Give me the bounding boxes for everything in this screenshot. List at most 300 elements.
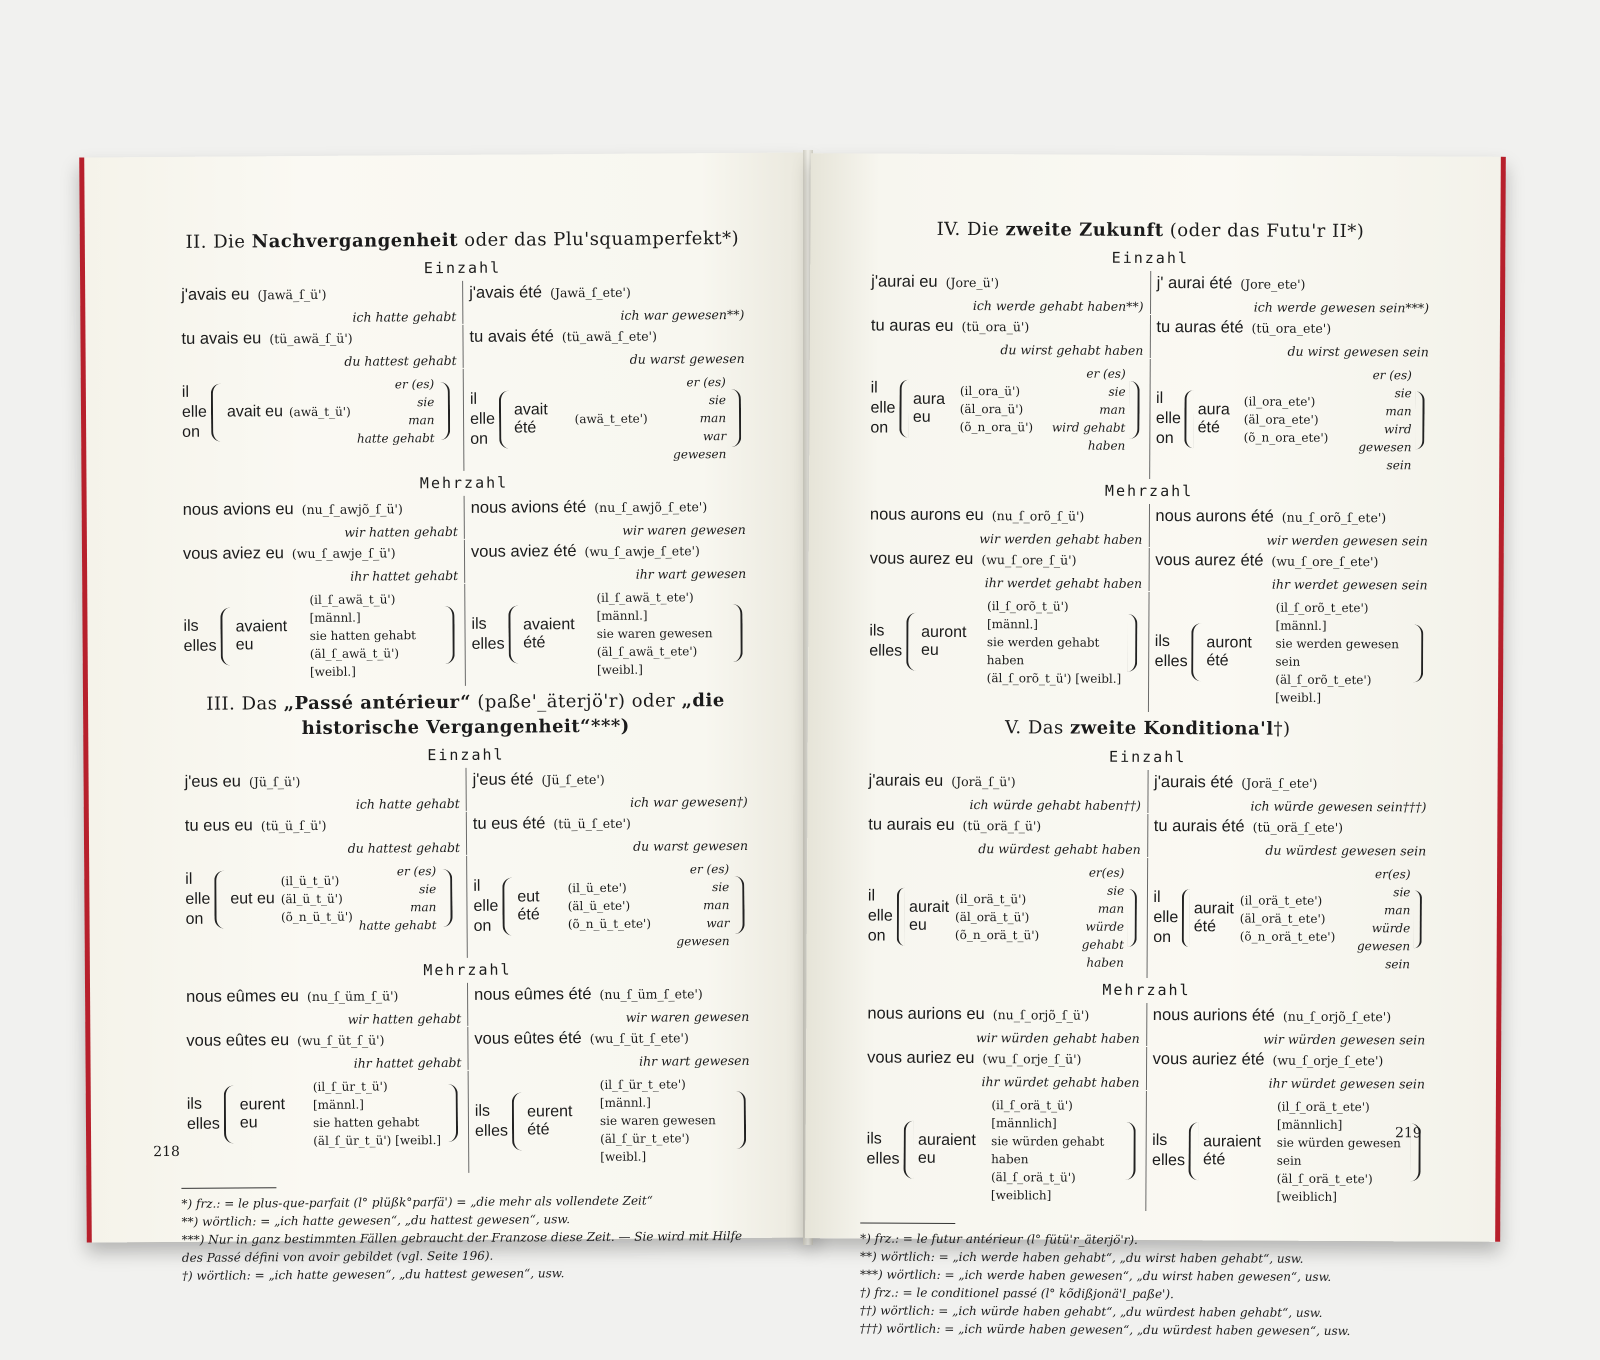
title-part: (paße'_äterjö'r) oder bbox=[471, 690, 682, 714]
german-translation: ihr hattet gehabt bbox=[350, 568, 459, 584]
brace-left bbox=[211, 384, 223, 442]
pronoun: elle bbox=[1155, 410, 1181, 428]
pronoun: elles bbox=[183, 637, 217, 656]
pronoun: on bbox=[870, 419, 889, 437]
conjugation-line bbox=[867, 1047, 1140, 1068]
conjugation-row bbox=[175, 279, 750, 327]
conjugation-column bbox=[462, 279, 750, 324]
pronoun-group bbox=[868, 862, 1141, 971]
german-translation: ihr werdet gewesen sein bbox=[1271, 576, 1428, 593]
pronunciation-line: (il_ü_ete') bbox=[567, 880, 627, 896]
pronunciation-line: (äl_ſ_orä_t_ete') [weiblich] bbox=[1276, 1171, 1373, 1204]
pronunciation: (nu_ſ_orjõ_ſ_ete') bbox=[1282, 1008, 1392, 1024]
conjugation-line bbox=[871, 272, 1144, 293]
pronoun: ils bbox=[183, 618, 199, 636]
german-line: man bbox=[699, 411, 727, 426]
french-form: j' aurai été bbox=[1156, 274, 1233, 293]
german-line: wird gewesen sein bbox=[1358, 422, 1412, 473]
pronunciation-lines bbox=[309, 590, 439, 681]
title-part: „die historische Vergangenheit“***) bbox=[301, 690, 725, 739]
conjugation-line bbox=[1157, 273, 1430, 294]
pronunciation: (tü_awä_ſ_ü') bbox=[269, 330, 353, 347]
einzahl-heading: Einzahl bbox=[1111, 249, 1189, 268]
brace-left bbox=[214, 870, 226, 928]
pronunciation-line: sie werden gewesen sein bbox=[1275, 636, 1400, 670]
german-line: er (es) bbox=[394, 377, 435, 392]
pronunciation: (tü_ora_ü') bbox=[961, 319, 1030, 335]
left-page bbox=[79, 152, 817, 1283]
pronunciation: (nu_ſ_üm_ſ_ü') bbox=[306, 988, 399, 1004]
title-part: V. Das bbox=[1005, 717, 1071, 739]
pronunciation-line: (äl_ſ_awä_t_ete') [weibl.] bbox=[596, 644, 698, 678]
footnote: ***) wörtlich: = „ich werde haben gewesen“, „du wirst haben gewesen“, usw. bbox=[859, 1267, 1332, 1284]
conjugation-column bbox=[180, 1027, 467, 1072]
german-line: man bbox=[1384, 902, 1411, 917]
pronoun: ils bbox=[1154, 633, 1170, 651]
conjugation-column bbox=[862, 768, 1147, 812]
conjugation-line bbox=[474, 983, 749, 1005]
conjugation-column bbox=[175, 325, 462, 370]
german-line: würde gehabt haben bbox=[1081, 919, 1125, 970]
pronoun: elle bbox=[1153, 908, 1179, 926]
pronunciation-lines bbox=[987, 597, 1124, 688]
pronunciation-line: (il_ſ_orä_t_ete') [männlich] bbox=[1276, 1099, 1370, 1132]
conjugation-group-row bbox=[177, 582, 753, 689]
brace-left bbox=[1191, 623, 1202, 681]
pronunciation: (wu_ſ_ore_ſ_ü') bbox=[981, 552, 1077, 568]
german-line: war gewesen bbox=[676, 915, 730, 949]
conjugation-row bbox=[179, 810, 754, 858]
pronunciation-line: (il_ſ_ür_t_ü') [männl.] bbox=[312, 1079, 388, 1112]
pronunciation-line: (il_ſ_ür_t_ete') [männl.] bbox=[599, 1077, 686, 1110]
pronunciation-line: (õ_n_orä_t_ete') bbox=[1239, 929, 1336, 944]
brace-left bbox=[903, 1120, 914, 1178]
pronunciation-line: sie würden gehabt haben bbox=[991, 1133, 1105, 1166]
brace-left bbox=[1189, 1122, 1199, 1180]
pronunciation-line: sie waren gewesen bbox=[596, 626, 713, 642]
german-translation: wir werden gehabt haben bbox=[979, 531, 1143, 548]
french-form: vous aurez eu bbox=[869, 549, 974, 569]
conjugation-line bbox=[181, 327, 456, 349]
pronunciation-lines bbox=[568, 878, 652, 933]
conjugation-line bbox=[185, 770, 460, 792]
french-form: auront été bbox=[1206, 634, 1252, 670]
conjugation-column bbox=[864, 547, 1149, 591]
pronunciation-lines bbox=[955, 890, 1040, 944]
pronoun: on bbox=[185, 910, 204, 928]
einzahl-heading: Einzahl bbox=[423, 258, 502, 278]
conjugation-line bbox=[471, 540, 746, 562]
conjugation-line bbox=[186, 1029, 461, 1051]
conjugation-line bbox=[1154, 816, 1427, 837]
french-form: j'aurais été bbox=[1154, 772, 1234, 792]
conjugation-column bbox=[177, 496, 464, 541]
conjugation-column bbox=[179, 812, 466, 857]
pronoun-list bbox=[473, 877, 498, 937]
pronoun: on bbox=[867, 927, 886, 945]
german-line: man bbox=[1385, 404, 1412, 419]
pronoun: on bbox=[1153, 928, 1172, 946]
pronunciation-line: (äl_ſ_ür_t_ü') [weibl.] bbox=[313, 1132, 442, 1148]
german-line: würde gewesen sein bbox=[1356, 920, 1411, 971]
conjugation-column bbox=[861, 1001, 1146, 1045]
german-translation-lines bbox=[657, 860, 730, 951]
german-translation: ich war gewesen**) bbox=[620, 307, 745, 324]
pronunciation: (tü_ora_ete') bbox=[1251, 320, 1332, 337]
pronoun: il bbox=[870, 379, 878, 397]
conjugation-column bbox=[463, 367, 752, 471]
german-translation: ihr wart gewesen bbox=[639, 1052, 750, 1069]
french-form: j'avais été bbox=[469, 283, 543, 303]
pronoun: elles bbox=[866, 1150, 900, 1168]
conjugation-column bbox=[1146, 1003, 1432, 1047]
conjugation-group-row bbox=[862, 856, 1433, 980]
pronoun: il bbox=[1156, 390, 1164, 408]
german-translation-lines bbox=[1341, 865, 1410, 973]
french-form: tu eus eu bbox=[184, 816, 253, 835]
french-form: aurait été bbox=[1193, 899, 1234, 935]
pronunciation-line: sie hatten gehabt bbox=[309, 628, 417, 644]
pronunciation: (wu_ſ_orje_ſ_ete') bbox=[1272, 1052, 1384, 1068]
german-translation: wir werden gewesen sein bbox=[1266, 532, 1428, 549]
brace-right bbox=[440, 869, 452, 927]
conjugation-column bbox=[177, 540, 464, 585]
french-form: tu avais eu bbox=[181, 329, 262, 349]
footnote-rule bbox=[181, 1187, 276, 1189]
french-form: vous auriez été bbox=[1152, 1049, 1265, 1069]
conjugation-line bbox=[1155, 550, 1428, 571]
french-form: j'aurais eu bbox=[868, 771, 944, 790]
german-line: sie bbox=[417, 395, 435, 410]
pronoun-list bbox=[185, 870, 210, 930]
conjugation-column bbox=[862, 856, 1147, 977]
title-part: zweite Konditiona'l bbox=[1069, 717, 1274, 740]
pronunciation: (nu_ſ_orõ_ſ_ete') bbox=[1281, 509, 1387, 526]
pronoun-list bbox=[1152, 1131, 1185, 1171]
german-translation: du hattest gehabt bbox=[347, 839, 461, 856]
pronoun: ils bbox=[474, 1102, 491, 1120]
right-page-content bbox=[860, 213, 1436, 1340]
conjugation-column bbox=[468, 1069, 757, 1173]
german-translation: ich hatte gehabt bbox=[352, 309, 457, 325]
conjugation-column bbox=[464, 538, 752, 583]
german-translation: ich würde gewesen sein†††) bbox=[1250, 798, 1427, 815]
conjugation-group-row bbox=[176, 367, 752, 474]
pronunciation: (Jü_ſ_ü') bbox=[248, 773, 301, 790]
pronunciation: (tü_awä_ſ_ete') bbox=[561, 328, 657, 345]
pronoun-group bbox=[187, 1077, 462, 1151]
pronoun: elle bbox=[473, 897, 499, 915]
brace-right bbox=[1129, 381, 1139, 439]
german-line: man bbox=[703, 897, 730, 913]
french-form: j'eus été bbox=[472, 770, 534, 789]
pronunciation: (nu_ſ_orjõ_ſ_ü') bbox=[992, 1006, 1090, 1023]
german-line: man bbox=[408, 413, 435, 428]
footnote: ***) Nur in ganz bestimmten Fällen gebraucht der Franzose diese Zeit. — Sie wird mit Hilfe des Passé défini von avoir gebildet (vgl. Seite 196). bbox=[181, 1228, 743, 1265]
conjugation-line bbox=[183, 542, 458, 564]
pronunciation-line: sie werden gehabt haben bbox=[986, 635, 1100, 668]
conjugation-column bbox=[1145, 1047, 1431, 1091]
german-translation: wir waren gewesen bbox=[622, 522, 746, 539]
conjugation-column bbox=[464, 582, 753, 686]
conjugation-column bbox=[864, 358, 1149, 479]
right-page bbox=[805, 153, 1506, 1338]
german-translation: ich würde gehabt haben††) bbox=[969, 796, 1141, 813]
german-translation: wir hatten gehabt bbox=[344, 524, 458, 541]
pronoun: on bbox=[1155, 430, 1174, 448]
german-line: sie bbox=[1394, 386, 1412, 401]
german-translation: wir hatten gehabt bbox=[347, 1010, 462, 1027]
german-line: sie bbox=[1108, 385, 1126, 400]
pronoun-group bbox=[1156, 365, 1429, 474]
pronunciation-lines bbox=[575, 410, 648, 429]
conjugation-line bbox=[867, 1003, 1140, 1024]
conjugation-column bbox=[179, 856, 467, 960]
footnote: *) frz.: = le futur antérieur (l° fütü'r_äterjö'r). bbox=[860, 1231, 1138, 1247]
french-form: vous auriez eu bbox=[867, 1048, 975, 1067]
pronunciation-line: (äl_ſ_orä_t_ü') [weiblich] bbox=[990, 1169, 1076, 1203]
french-form: aura été bbox=[1197, 401, 1230, 437]
brace-right bbox=[1125, 1121, 1136, 1179]
title-part: (oder das Futu'r II*) bbox=[1163, 220, 1365, 243]
conjugation-line bbox=[186, 985, 461, 1007]
french-form: vous aviez été bbox=[470, 542, 577, 562]
conjugation-column bbox=[1145, 1091, 1431, 1212]
french-form: avait été bbox=[513, 401, 548, 437]
german-translation: du wirst gehabt haben bbox=[1000, 342, 1144, 359]
pronunciation-line: sie würden gewesen sein bbox=[1276, 1135, 1401, 1168]
pronoun-group bbox=[185, 862, 460, 936]
french-form: aura eu bbox=[912, 391, 946, 427]
pronunciation-lines bbox=[1275, 599, 1409, 708]
conjugation-column bbox=[860, 1089, 1145, 1210]
pronunciation-lines bbox=[281, 872, 353, 927]
conjugation-line bbox=[1153, 1049, 1426, 1070]
german-line: sie bbox=[419, 881, 437, 897]
german-translation: ich werde gehabt haben**) bbox=[972, 298, 1144, 315]
french-form: auraient été bbox=[1202, 1132, 1261, 1168]
conjugation-line bbox=[473, 812, 748, 834]
french-form: nous aurons été bbox=[1155, 507, 1274, 526]
pronunciation-line: (õ_n_ora_ete') bbox=[1243, 430, 1329, 446]
pronunciation-line: (il_ü_t_ü') bbox=[280, 873, 340, 889]
footnote: **) wörtlich: = „ich hatte gewesen“, „du hattest gewesen“, usw. bbox=[181, 1212, 571, 1229]
german-translation: du würdest gewesen sein bbox=[1265, 842, 1427, 859]
conjugation-row bbox=[864, 503, 1434, 550]
conjugation-line bbox=[474, 1027, 749, 1049]
pronoun: il bbox=[181, 384, 190, 402]
german-translation: ihr würdet gewesen sein bbox=[1268, 1075, 1426, 1092]
german-line: hatte gehabt bbox=[356, 431, 435, 446]
french-form: auront eu bbox=[920, 624, 967, 660]
pronoun-group bbox=[183, 590, 459, 682]
pronunciation-line: (äl_ſ_orõ_t_ü') [weibl.] bbox=[986, 671, 1122, 687]
conjugation-column bbox=[462, 323, 750, 368]
pronoun-group bbox=[866, 1095, 1139, 1204]
pronunciation-line: (il_ſ_awä_t_ete') [männl.] bbox=[596, 590, 694, 624]
einzahl-heading: Einzahl bbox=[1109, 747, 1187, 766]
pronunciation-line: (awä_t_ü') bbox=[288, 404, 351, 420]
conjugation-row bbox=[178, 766, 753, 814]
title-part: III. Das bbox=[206, 693, 284, 715]
pronoun-group bbox=[870, 364, 1143, 455]
pronoun-list bbox=[470, 390, 495, 450]
pronunciation-line: (il_orä_t_ete') bbox=[1239, 893, 1323, 908]
conjugation-column bbox=[467, 981, 755, 1026]
french-form: j'avais eu bbox=[181, 285, 250, 305]
title-part: IV. Die bbox=[936, 218, 1006, 241]
pronoun: elle bbox=[470, 410, 496, 429]
pronunciation-line: sie hatten gehabt bbox=[313, 1115, 420, 1130]
title-part: Nachvergangenheit bbox=[251, 229, 459, 253]
section-title bbox=[178, 689, 753, 742]
pronunciation: (nu_ſ_üm_ſ_ete') bbox=[599, 986, 703, 1002]
einzahl-heading: Einzahl bbox=[427, 745, 505, 765]
conjugation-row bbox=[861, 1001, 1431, 1048]
pronunciation: (wu_ſ_üt_ſ_ete') bbox=[589, 1030, 689, 1046]
french-form: nous eûmes eu bbox=[186, 986, 299, 1006]
conjugation-row bbox=[175, 323, 750, 371]
conjugation-group-row bbox=[179, 854, 755, 961]
german-line: er(es) bbox=[1375, 866, 1411, 881]
pronunciation-line: (il_ſ_orõ_t_ü') [männl.] bbox=[986, 599, 1069, 632]
pronoun: ils bbox=[866, 1130, 882, 1148]
conjugation-row bbox=[180, 1025, 755, 1073]
french-form: eut eu bbox=[230, 890, 275, 908]
german-translation-lines bbox=[1334, 366, 1412, 474]
conjugation-line bbox=[469, 325, 744, 347]
pronunciation: (tü_ü_ſ_ü') bbox=[260, 817, 327, 834]
conjugation-column bbox=[1148, 504, 1434, 548]
pronunciation-line: (awä_t_ete') bbox=[574, 411, 648, 427]
french-form: eurent eu bbox=[239, 1096, 286, 1132]
conjugation-column bbox=[863, 591, 1148, 712]
conjugation-line bbox=[1154, 772, 1427, 793]
conjugation-column bbox=[175, 281, 462, 326]
german-translation: du wirst gewesen sein bbox=[1287, 343, 1429, 360]
german-line: hatte gehabt bbox=[358, 917, 437, 933]
pronoun: il bbox=[1153, 888, 1161, 906]
pronoun-group bbox=[1153, 864, 1426, 973]
brace-left bbox=[906, 613, 917, 671]
pronunciation-lines bbox=[991, 1096, 1121, 1205]
pronoun: elles bbox=[869, 642, 903, 660]
pronunciation-lines bbox=[960, 382, 1034, 436]
german-line: sie bbox=[712, 879, 730, 895]
pronoun: elle bbox=[181, 403, 207, 422]
pronunciation: (tü_ü_ſ_ete') bbox=[553, 815, 631, 832]
pronunciation-line: (il_ſ_orä_t_ü') [männlich] bbox=[991, 1097, 1073, 1131]
german-line: man bbox=[1097, 901, 1125, 916]
pronunciation-lines bbox=[600, 1075, 731, 1166]
pronoun: elle bbox=[870, 399, 896, 417]
pronunciation-line: (õ_n_orä_t_ü') bbox=[954, 927, 1040, 942]
page-number-left: 218 bbox=[153, 1143, 180, 1161]
french-form: avaient été bbox=[522, 616, 575, 652]
french-form: j'aurai eu bbox=[871, 272, 938, 292]
conjugation-line bbox=[1153, 1005, 1426, 1026]
brace-right bbox=[730, 389, 741, 447]
pronoun-group bbox=[869, 597, 1142, 688]
french-form: nous avions été bbox=[470, 498, 587, 518]
pronoun-list bbox=[183, 617, 216, 657]
french-form: nous aurions été bbox=[1152, 1005, 1275, 1025]
pronunciation-lines bbox=[1276, 1097, 1406, 1206]
pronoun-list bbox=[475, 1101, 508, 1141]
conjugation-column bbox=[1149, 315, 1435, 359]
mehrzahl-heading: Mehrzahl bbox=[1104, 482, 1194, 501]
conjugation-row bbox=[861, 1045, 1431, 1092]
pronunciation-line: (õ_n_ora_ü') bbox=[959, 420, 1034, 435]
pronunciation-line: (äl_ora_ü') bbox=[959, 402, 1024, 417]
pronoun: elles bbox=[1152, 1151, 1186, 1169]
brace-left bbox=[1185, 390, 1194, 448]
pronunciation-line: (il_ora_ete') bbox=[1243, 394, 1316, 410]
pronoun: il bbox=[867, 887, 876, 905]
conjugation-column bbox=[466, 810, 754, 855]
french-form: avait eu bbox=[226, 403, 284, 421]
title-part: „Passé antérieur“ bbox=[283, 692, 472, 715]
pronunciation: (Jore_ete') bbox=[1240, 276, 1306, 293]
pronunciation: (tü_orä_ſ_ete') bbox=[1252, 819, 1344, 835]
pronoun-list bbox=[471, 615, 504, 655]
brace-right bbox=[1415, 392, 1424, 450]
german-translation-lines bbox=[1039, 365, 1126, 455]
footnote: **) wörtlich: = „ich werde haben gehabt“, „du wirst haben gehabt“, usw. bbox=[860, 1249, 1304, 1266]
mehrzahl-heading: Mehrzahl bbox=[1102, 980, 1191, 999]
french-form: vous eûtes été bbox=[474, 1028, 582, 1048]
conjugation-row bbox=[862, 768, 1432, 815]
conjugation-column bbox=[180, 983, 467, 1028]
french-form: vous aurez été bbox=[1155, 551, 1264, 570]
brace-right bbox=[443, 606, 455, 664]
conjugation-column bbox=[181, 1071, 469, 1175]
french-form: eurent été bbox=[527, 1103, 573, 1139]
german-translation: du warst gewesen bbox=[629, 351, 745, 368]
pronunciation: (Jawä_ſ_ü') bbox=[257, 287, 327, 303]
footnote: †††) wörtlich: = „ich würde haben gewesen“, „du würdest haben gewesen“, usw. bbox=[859, 1321, 1351, 1338]
pronunciation-line: (õ_n_ü_t_ete') bbox=[567, 916, 652, 932]
pronunciation-line: (äl_ſ_awä_t_ü') [weibl.] bbox=[309, 646, 400, 680]
conjugation-row bbox=[864, 547, 1434, 594]
brace-left bbox=[502, 877, 513, 935]
conjugation-line bbox=[469, 281, 744, 303]
german-translation: ihr würdet gehabt haben bbox=[981, 1073, 1140, 1090]
pronoun: ils bbox=[186, 1095, 203, 1113]
title-part: oder das Plu'squamperfekt*) bbox=[457, 227, 740, 251]
german-line: wird gehabt haben bbox=[1051, 420, 1126, 454]
pronoun: il bbox=[469, 391, 478, 409]
conjugation-line bbox=[185, 814, 460, 836]
pronoun-group bbox=[470, 373, 746, 465]
pronoun-list bbox=[1153, 888, 1178, 948]
pronunciation: (wu_ſ_awje_ſ_ü') bbox=[291, 545, 396, 562]
french-form: nous aurons eu bbox=[869, 505, 984, 525]
conjugation-line bbox=[869, 770, 1142, 791]
pronunciation-line: (il_ora_ü') bbox=[959, 384, 1021, 399]
french-form: vous eûtes eu bbox=[186, 1031, 290, 1050]
conjugation-column bbox=[1148, 548, 1434, 592]
pronoun-list bbox=[868, 886, 893, 946]
pronoun: elles bbox=[186, 1115, 220, 1133]
conjugation-line bbox=[181, 283, 456, 305]
german-translation: ich war gewesen†) bbox=[630, 793, 748, 810]
conjugation-column bbox=[865, 270, 1150, 314]
section-title bbox=[175, 227, 750, 255]
pronoun-list bbox=[867, 1129, 900, 1169]
brace-left bbox=[499, 391, 510, 449]
german-translation: wir würden gewesen sein bbox=[1263, 1031, 1426, 1048]
